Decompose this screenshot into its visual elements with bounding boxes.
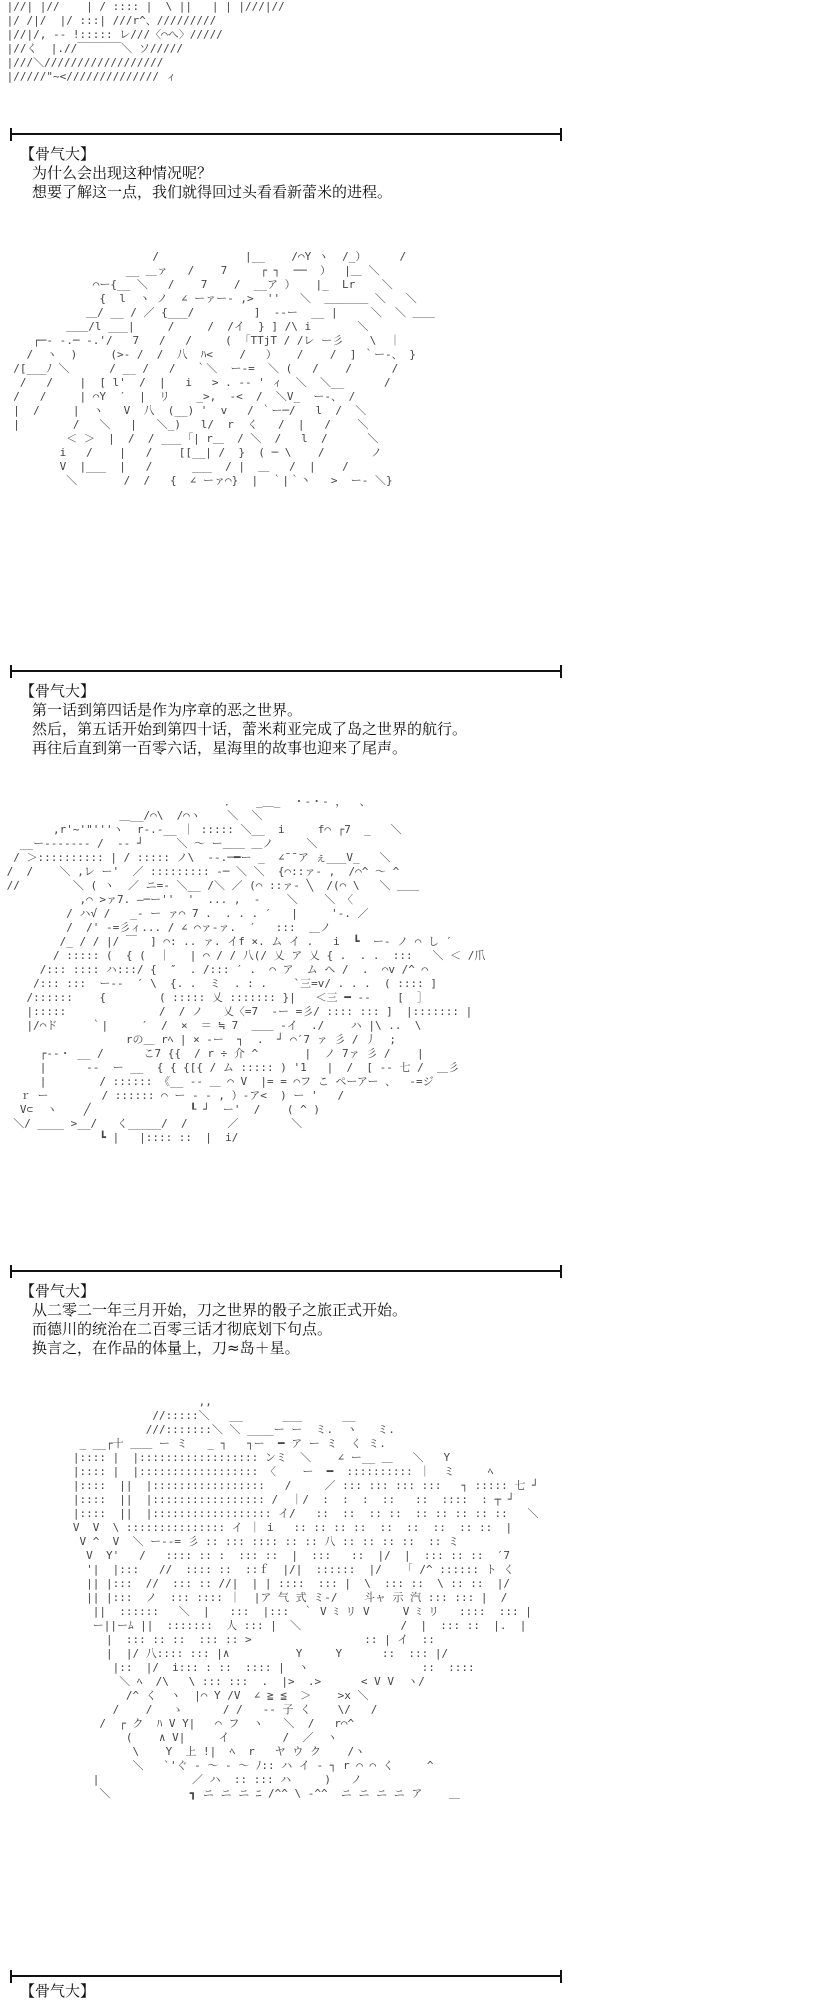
dialogue-line: 第一话到第四话是作为序章的恶之世界。 [32, 701, 303, 719]
speaker-name: 【骨气大】 [20, 1982, 96, 2000]
dialogue-line: 从二零二一年三月开始，刀之世界的骰子之旅正式开始。 [32, 1301, 408, 1319]
ascii-art-panel: / |__ /⌒Y ヽ /_） / __ ＿ァ / 7 ┌ ┐ ── ） |＿ ＼ ⌒ー{__ ＼ / 7 / __ア ） |_ Lr ＼ { l ヽ ノ ∠ ーァー‐ ,> '' ＼ ＿＿＿＿ ＼ ＼ ＿/ __ / ／ {___/ ] -‐ー __ | ＼ ＼ ＿＿ ＿＿/l ___| / / /イ } ] /\ i ＼ ┌─‐ ‐.─ -.'/ 7 / / ( ｢TTjT / /レ ー彡 \ ｜ / ヽ ) (>- / / 八 ﾊ< / ） / / ] ｀ー-、 } /[___ﾉ ＼ / __ / / ｀＼ ー-= ＼ ( / / / / / | [ l' / | i > . -- ' ィ ＼ ＼__ / / / | ⌒Y ′ | リ _>, -< / ＼V_ ー-、 / | / | ヽ V 八 (__) ' v / ｀ー─/ l / ＼ | / ＼ | ＼_) l/ r く / | / ＼ ＜ ＞ | / / ___ ｢| r＿ / ＼ / l / ＼ i / | / [[__| / } ( ─ \ / ノ V |___ | / ___ / | ＿ / | / ＼ / / { ∠ ーァ⌒} | ｀|｀丶 > ー‐ ＼} [13, 250, 435, 487]
section-divider [12, 670, 560, 672]
dialogue-line: 想要了解这一点，我们就得回过头看看新蕾米的进程。 [32, 183, 393, 201]
ascii-art-panel: ． _＿_ ・‐・- ， 、 ＿__/⌒\ /⌒ヽ ＼ ＼ ,r'~'"'''ヽ r‐.-__ ｜ ::::: ＼__ i f⌒ ┌7 _ ＼ __ー‐‐----- / -‐ ┘ ＼ ～ ー＿＿ ＿ノ ＼ / ＞:::::::::: | / ::::: ノ\ ‐-.─━ー _ ∠¯¯ア ぇ___V_ ＼ / / ＼ ,レ ー' ／ ::::::::: -─ ＼ ＼ {⌒::ァ- , /⌒^ 〜 ^ // ＼ ( ヽ ／ ニ=- ＼__ /＼ ／ (⌒ ::ァ- ╲ /(⌒ \ ＼ ＿＿ ,⌒ >ァ7. ―─ー'' ' ... , - ＼ ＼ 〈 / ハ√ / _‐ ー ァ⌒ 7 . . . . ′ | '-. ／ / /' ‐=彡ィ... / ∠ ⌒ァ-ァ. ′ ::: ＿ノ /_ / / |/ ￣ ] ⌒: .. ァ. イf ×. ム イ . i ┗ ー‐ ノ ⌒ し ′ / ::::: ( { ( ｜ | ⌒ / / 八(/ 乂 ア 乂 { . . . ::: ＼ ＜ /爪 /::: :::: ハ:::/ { ″ . /::: ′ . ⌒ ア ム ヘ / . ⌒v /^ ⌒ /::: ::: ー‐‐ ′ \ {. . ミ . : . `三=v/ . . . ( :::: ] /:::::: { ( ::::: 乂 ::::::: }| ＜三 ━ ‐‐ [ ］ |::::: / / ノ 乂〈=7 ‐ー =彡/ :::: ::: ] |::::::: | |/⌒ド ｀| ′ / × ＝ ≒ 7 ＿＿ -イ ./ ハ |\ .. \ rの＿ rﾍ | × ‐ー ┐ . ┘ ⌒′7 ァ 彡 / 丿 ; ┌‐‐・ __ / こ7 {{ / r ÷ 介 ^ | ノ 7ァ 彡 / | | ‐‐ ー __ { { {[{ / ム ::::: ) '1 | / [ ‐‐ 七 / ＿彡 | / :::::: 《__ ‐‐ ＿ ⌒ V |= = ⌒フ こ ペーアー 、 ‐=ジ ｒ ー / :::::: ⌒ ー ‐ - , ）-ア< ) ー ' / V⊂ ヽ ╱ ┖ ┘ ー' / ( ^ ) ＼/ ____ >__/ く_____/ / ／ ＼ ┗ | |:::: :: | i/ [6, 795, 486, 1144]
speaker-name: 【骨气大】 [20, 145, 96, 163]
dialogue-block [20, 1282, 580, 1358]
dialogue-line: 再往后直到第一百零六话，星海里的故事也迎来了尾声。 [32, 739, 408, 757]
ascii-art-panel: ,, //:::::＼ __ ___ __ ///:::::::＼ ＼ ____ー ー ミ. ヽ ミ. _ __┌十 ＿＿ ー ミ _ ┐ ┐ー ━ ア ー ミ く ミ. |:::: | |:::::::::::::::::: ンミ ＼ ∠ ー__ ＿ ＼ Y |:::: | |:::::::::::::::::: 〈 ー ━ :::::::::: ｜ ミ ﾍ |:::: || |::::::::::::::::: / ／ ::: ::: ::: ::: ┐ ::::: 七 ┘ |:::: || |::::::::::::::::: / ｜/ : : : :: :: :::: : ┬ ┘ |:::: || |:::::::::::::::::: イ/ :: :: :: :: :: :: :: :: :: ＼ V V \ ::::::::::::::: イ ｜ i :: :: :: :: :: :: :: :: :: | V ^ V ＼ ー‐‐= 彡 :: ::: :::: :: :: 八 :: :: :: :: :: ミ V Y' / :::: :: : ::: :: | ::: :: |/ | ::: :: :: ′7 '| |::: // :::: :: ::ｆ |/| :::::: |/ 「 /^ :::::: ト く || |::: // ::: :: //| | | :::: ::: | \ ::: :: \ :: :: |/ || |::: ノ ::: :::: ｜ |ア 气 式 ミ‐/ 斗ャ 示 汽 ::: ::: | / || :::::: ＼ | ::: |::: ｀ V ﾐ リ V V ﾐ リ :::: ::: | ー||ーﾑ || ::::::: 人 ::: | ＼ / | ::: :: |. | | ::: :: :: ::: :: > :: | イ :: | |/ 八:::: ::: |∧ Y Y :: ::: |/ |:: |/ i::: : :: :::: | ヽ :: :::: ＼ ﾍ /\ \ ::: ::: . |> .> < V V ヽ/ /^ く ヽ |⌒ Y /V ∠ ≧ ≦ ＞ >x ＼ / / ゝ / / ‐‐ 子 く \/ / / ┌ ク ﾊ V Y| ⌒ フ ヽ ＼ / r⌒^ ( ∧ V| イ / ／ ヽ \ Y 上 !| ﾍ r ヤ ウ ク /ヽ ＼ `'ぐ ‐ 〜 ‐ 〜 ﾉ:: ハ イ ‐ ┐ r ⌒ ⌒ く ^ | ／ ハ :: ::: ハ ) ノ ＼ ┓ ニ ニ ニ ﾆ /^^ \ ‐^^ ニ ニ ニ ニ ア ＿ [72, 1395, 539, 1800]
section-divider [12, 1975, 560, 1977]
speaker-name: 【骨气大】 [20, 1282, 96, 1300]
dialogue-line: 而德川的统治在二百零三话才彻底划下句点。 [32, 1320, 333, 1338]
section-divider [12, 133, 560, 135]
dialogue-block [20, 145, 580, 202]
speaker-name: 【骨气大】 [20, 682, 96, 700]
dialogue-line: 换言之，在作品的体量上，刀≈岛＋星。 [32, 1339, 300, 1357]
dialogue-block [20, 1982, 580, 2001]
ascii-art-panel: |//| |// | / :::: | \ || | | |///|// |/ /|/ |/ :::| ///r^、///////// |//|/, ‐‐ !::::: レ///〈⌒へ〉///// |//く |.//￣￣￣￣＼ ソ///// |///＼////////////////// |/////"~<////////////// ィ [6, 0, 285, 83]
section-divider [12, 1270, 560, 1272]
dialogue-block [20, 682, 580, 758]
dialogue-line: 为什么会出现这种情况呢？ [32, 164, 213, 182]
dialogue-line: 然后，第五话开始到第四十话，蕾米莉亚完成了岛之世界的航行。 [32, 720, 468, 738]
